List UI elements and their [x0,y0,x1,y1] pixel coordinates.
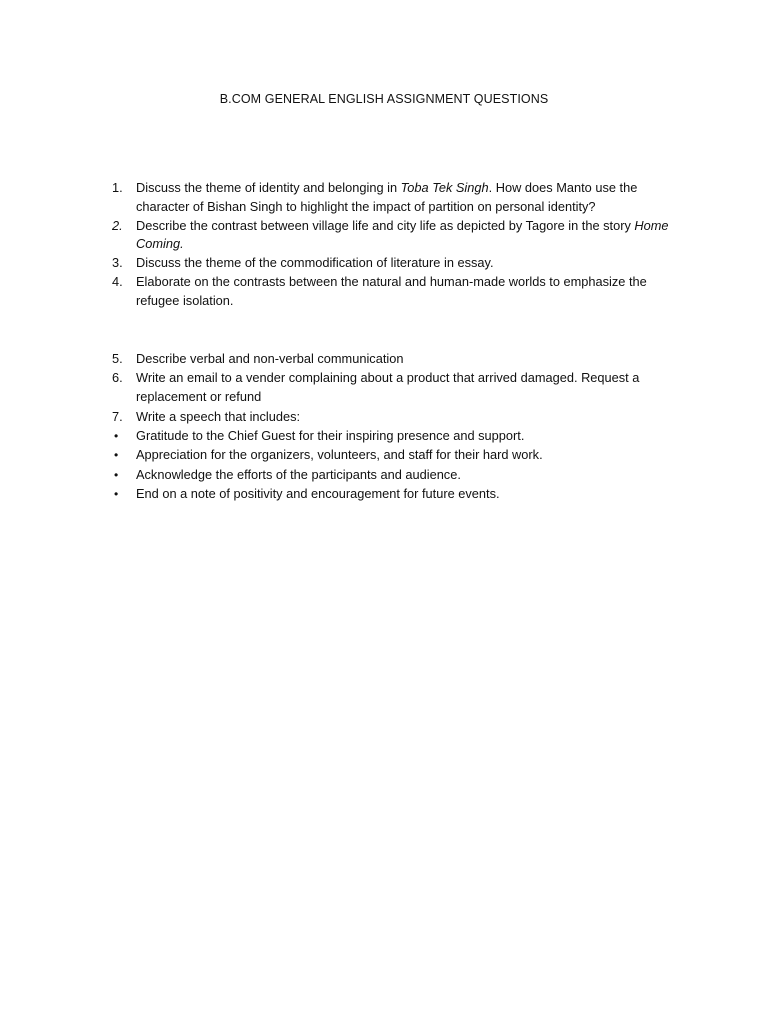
question-text: Discuss the theme of identity and belonging in Toba Tek Singh. How does Manto use the character of Bishan Singh to highlight the impact of partition on personal identity? [136,180,638,214]
page-title: B.COM GENERAL ENGLISH ASSIGNMENT QUESTIONS [219,92,549,106]
item-number: 7. [112,408,123,424]
item-number: 5. [112,351,123,366]
work-title: Toba Tek Singh [400,180,489,195]
bullet-text: Acknowledge the efforts of the participants and audience. [136,466,461,482]
bullet-text: End on a note of positivity and encouragement for future events. [136,486,500,502]
question-list-part-2 [108,350,688,505]
bullet-icon: • [114,467,119,482]
work-title: Home Coming. [136,217,669,252]
item-number: 2. [112,217,123,233]
question-text: Write a speech that includes: [136,408,301,424]
item-number: 1. [112,180,123,195]
bullet-icon: • [114,448,119,463]
item-number: 4. [112,274,123,290]
question-list-part-1 [108,179,688,311]
question-text: Discuss the theme of the commodification of literature in essay. [136,255,494,271]
list-item [108,369,688,407]
list-item [108,254,688,273]
item-number: 6. [112,370,123,386]
list-item [108,217,688,255]
list-item [108,408,688,427]
question-text: Elaborate on the contrasts between the natural and human-made worlds to emphasize the refugee isolation. [136,274,647,309]
item-number: 3. [112,255,123,271]
question-text: Describe verbal and non-verbal communication [136,351,404,366]
question-text: Write an email to a vender complaining about a product that arrived damaged. Request a replacement or refund [136,370,640,405]
bullet-item [108,446,688,465]
bullet-text: Appreciation for the organizers, volunteers, and staff for their hard work. [136,447,543,463]
list-item [108,350,688,369]
bullet-item [108,485,688,504]
question-text: Describe the contrast between village life and city life as depicted by Tagore in the story Home Coming. [136,217,669,252]
list-item [108,179,688,217]
bullet-item [108,466,688,485]
bullet-text: Gratitude to the Chief Guest for their inspiring presence and support. [136,427,525,443]
bullet-item [108,427,688,446]
bullet-icon: • [114,428,119,443]
bullet-icon: • [114,487,119,502]
list-item [108,273,688,311]
